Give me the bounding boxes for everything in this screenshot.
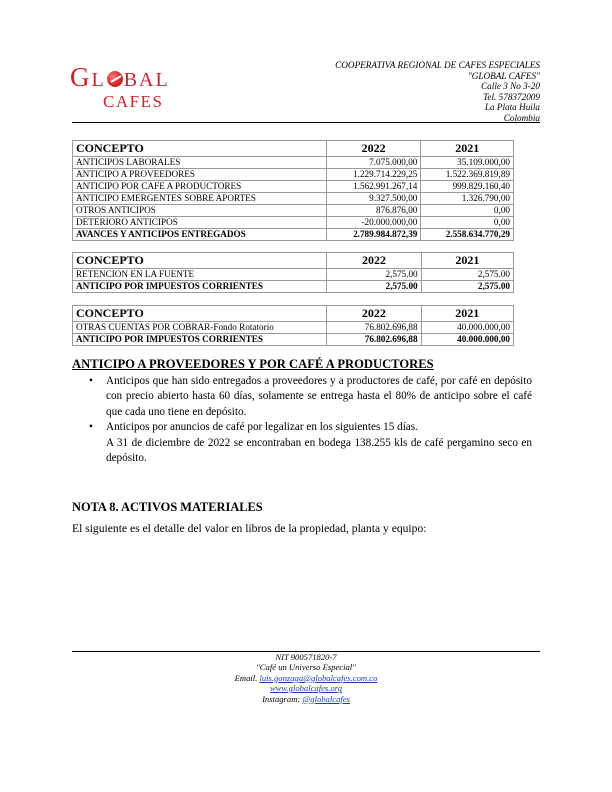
header-2022: 2022 bbox=[327, 253, 421, 269]
instagram-link[interactable]: @globalcafes bbox=[302, 693, 350, 704]
total-value-2021: 40.000.000,00 bbox=[421, 334, 513, 346]
footer-email-line bbox=[0, 673, 612, 683]
footer bbox=[0, 652, 612, 704]
table-header-row bbox=[73, 253, 514, 269]
header-2022: 2022 bbox=[326, 141, 421, 157]
email-label: Email. bbox=[234, 672, 260, 683]
table-row bbox=[73, 269, 514, 281]
list-item bbox=[72, 420, 532, 435]
instagram-label: Instagram: bbox=[262, 693, 303, 704]
bullet-icon: • bbox=[89, 375, 93, 387]
total-value-2022: 2,575.00 bbox=[327, 281, 421, 293]
nota-8-heading: NOTA 8. ACTIVOS MATERIALES bbox=[72, 500, 263, 514]
row-concept: RETENCION EN LA FUENTE bbox=[73, 269, 327, 281]
company-address-block bbox=[335, 60, 540, 123]
otras-cuentas-table bbox=[72, 305, 514, 346]
logo-letter-l: L bbox=[91, 69, 106, 91]
global-cafes-logo bbox=[70, 64, 200, 114]
table-row bbox=[73, 322, 514, 334]
total-concept: AVANCES Y ANTICIPOS ENTREGADOS bbox=[73, 229, 327, 241]
row-value-2021: 2,575.00 bbox=[421, 269, 513, 281]
company-country: Colombia bbox=[503, 112, 540, 123]
inventory-note: A 31 de diciembre de 2022 se encontraban en bodega 138.255 kls de café pergamino seco en depósito. bbox=[106, 436, 532, 465]
table-total-row bbox=[73, 334, 514, 346]
email-link[interactable]: luis.gonzaga@globalcafes.com.co bbox=[259, 672, 378, 683]
row-value-2022: 7.075.000,00 bbox=[326, 157, 421, 169]
table-row bbox=[73, 205, 514, 217]
total-value-2021: 2,575.00 bbox=[421, 281, 513, 293]
footer-nit: NIT 900571820-7 bbox=[275, 652, 337, 662]
row-concept: ANTICIPO POR CAFE A PRODUCTORES bbox=[73, 181, 327, 193]
row-concept: DETERIORO ANTICIPOS bbox=[73, 217, 327, 229]
company-name: COOPERATIVA REGIONAL DE CAFES ESPECIALES bbox=[335, 60, 540, 70]
footer-instagram-line bbox=[0, 694, 612, 704]
total-value-2022: 2.789.984.872,39 bbox=[326, 229, 421, 241]
coffee-globe-icon bbox=[107, 71, 123, 87]
row-value-2021: 0,00 bbox=[421, 217, 514, 229]
row-value-2021: 1.326.790,00 bbox=[421, 193, 514, 205]
website-link[interactable]: www.globalcafes.org bbox=[269, 683, 343, 694]
company-street: Calle 3 No 3-20 bbox=[481, 81, 540, 91]
row-value-2022: 1.562.991.267,14 bbox=[326, 181, 421, 193]
row-concept: OTROS ANTICIPOS bbox=[73, 205, 327, 217]
list-item-continuation bbox=[72, 436, 532, 467]
logo-wordmark bbox=[70, 64, 170, 94]
row-value-2022: 876.876,00 bbox=[326, 205, 421, 217]
table-row bbox=[73, 193, 514, 205]
table-total-row bbox=[73, 229, 514, 241]
row-concept: ANTICIPO EMERGENTES SOBRE APORTES bbox=[73, 193, 327, 205]
total-value-2022: 76.802.696,88 bbox=[327, 334, 421, 346]
company-phone: Tel. 578372009 bbox=[483, 91, 540, 102]
bullet-icon: • bbox=[89, 421, 93, 434]
table-row bbox=[73, 169, 514, 181]
table-total-row bbox=[73, 281, 514, 293]
total-concept: ANTICIPO POR IMPUESTOS CORRIENTES bbox=[73, 334, 327, 346]
bullet-list bbox=[72, 374, 532, 466]
row-value-2022: 1.229.714.229,25 bbox=[326, 169, 421, 181]
list-item bbox=[72, 374, 532, 420]
anticipos-table bbox=[72, 140, 514, 241]
row-value-2021: 0,00 bbox=[421, 205, 514, 217]
header-2021: 2021 bbox=[421, 141, 514, 157]
table-row bbox=[73, 217, 514, 229]
section-heading: ANTICIPO A PROVEEDORES Y POR CAFÉ A PRODUCTORES bbox=[72, 357, 434, 371]
company-city: La Plata Huila bbox=[484, 102, 540, 112]
retencion-table bbox=[72, 252, 514, 293]
row-concept: ANTICIPOS LABORALES bbox=[73, 157, 327, 169]
header-concepto: CONCEPTO bbox=[73, 253, 327, 269]
header-2021: 2021 bbox=[421, 253, 513, 269]
table-header-row bbox=[73, 141, 514, 157]
header-2022: 2022 bbox=[327, 306, 421, 322]
row-value-2022: 2,575.00 bbox=[327, 269, 421, 281]
footer-website-line bbox=[0, 683, 612, 693]
bullet-text: Anticipos que han sido entregados a proveedores y a productores de café, por café en depósito con precio abierto hasta 60 días, solamente se entrega hasta el 80% de anticipo sobre el café que cada uno tiene en depósito. bbox=[106, 375, 532, 418]
logo-letters-bal: BAL bbox=[123, 69, 170, 91]
row-concept: OTRAS CUENTAS POR COBRAR-Fondo Rotatorio bbox=[73, 322, 327, 334]
footer-slogan: "Café un Universo Especial" bbox=[256, 662, 356, 673]
logo-subtitle: CAFES bbox=[103, 92, 164, 111]
row-value-2021: 1.522.369.819,89 bbox=[421, 169, 514, 181]
nota-8-text: El siguiente es el detalle del valor en libros de la propiedad, planta y equipo: bbox=[72, 522, 427, 535]
table-row bbox=[73, 181, 514, 193]
table-row bbox=[73, 157, 514, 169]
header-concepto: CONCEPTO bbox=[73, 141, 327, 157]
company-brand: "GLOBAL CAFES" bbox=[467, 70, 540, 81]
header-2021: 2021 bbox=[421, 306, 513, 322]
table-header-row bbox=[73, 306, 514, 322]
row-concept: ANTICIPO A PROVEEDORES bbox=[73, 169, 327, 181]
logo-letter-g: G bbox=[70, 62, 92, 92]
row-value-2021: 999.829.160,40 bbox=[421, 181, 514, 193]
total-concept: ANTICIPO POR IMPUESTOS CORRIENTES bbox=[73, 281, 327, 293]
header-divider bbox=[72, 122, 540, 123]
row-value-2022: 9.327.500,00 bbox=[326, 193, 421, 205]
row-value-2021: 40.000.000,00 bbox=[421, 322, 513, 334]
row-value-2022: -20.000.000,00 bbox=[326, 217, 421, 229]
bullet-text: Anticipos por anuncios de café por legalizar en los siguientes 15 días. bbox=[106, 421, 418, 434]
header-concepto: CONCEPTO bbox=[73, 306, 327, 322]
row-value-2021: 35.109.000,00 bbox=[421, 157, 514, 169]
total-value-2021: 2.558.634.770,29 bbox=[421, 229, 514, 241]
row-value-2022: 76.802.696,88 bbox=[327, 322, 421, 334]
